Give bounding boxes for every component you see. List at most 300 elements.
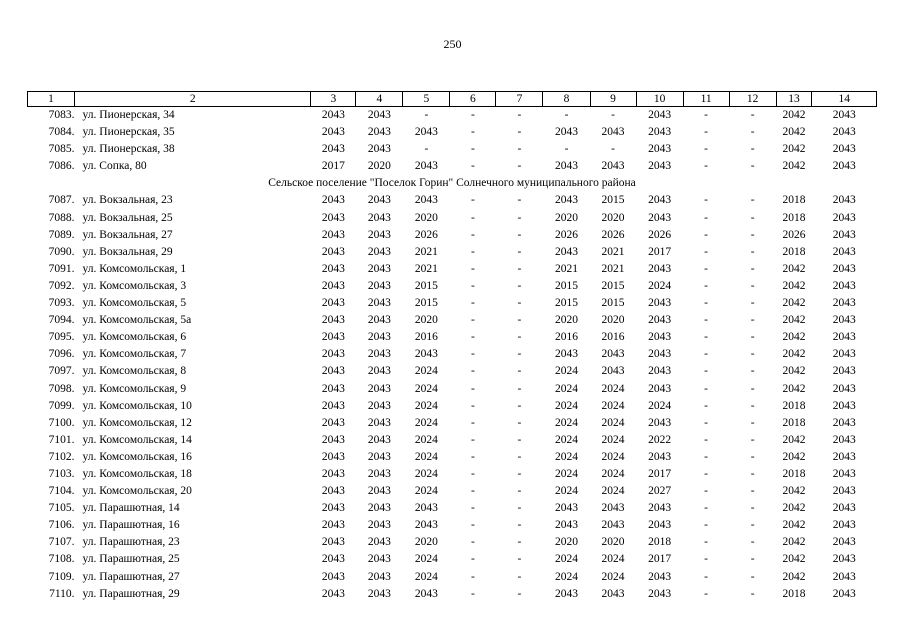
year-cell: 2017 — [648, 245, 672, 258]
year-cell: - — [517, 109, 522, 121]
year-cell: - — [517, 279, 522, 292]
year-cell: 2020 — [601, 536, 625, 549]
year-cell: - — [704, 297, 709, 310]
year-cell: - — [704, 228, 709, 241]
year-cell: 2024 — [414, 416, 438, 429]
year-cell: - — [517, 485, 522, 498]
year-cell: 2043 — [414, 160, 438, 173]
year-cell: - — [750, 587, 755, 600]
year-cell: 2043 — [555, 348, 578, 361]
year-cell: - — [471, 382, 475, 395]
year-cell: - — [704, 279, 709, 292]
year-cell: - — [471, 314, 475, 327]
year-cell: 2043 — [832, 553, 856, 566]
row-number: 7095. — [48, 331, 75, 344]
row-number: 7091. — [48, 262, 75, 275]
year-cell: - — [750, 297, 755, 310]
year-cell: 2043 — [414, 519, 438, 532]
year-cell: 2024 — [601, 570, 625, 583]
year-cell: 2043 — [648, 348, 672, 361]
year-cell: 2043 — [832, 485, 856, 498]
year-cell: - — [704, 502, 709, 515]
table-row — [28, 381, 877, 398]
year-cell: 2043 — [648, 382, 672, 395]
year-cell: 2020 — [414, 536, 438, 549]
year-cell: 2024 — [555, 467, 578, 480]
year-cell: - — [517, 297, 522, 310]
table-row — [28, 449, 877, 466]
year-cell: 2020 — [414, 314, 438, 327]
address-cell: ул. Пионерская, 35 — [82, 126, 175, 139]
year-cell: 2043 — [601, 126, 625, 139]
year-cell: 2024 — [648, 279, 672, 292]
row-number: 7096. — [48, 348, 75, 361]
year-cell: 2043 — [832, 570, 856, 583]
year-cell: - — [750, 536, 755, 549]
year-cell: - — [750, 450, 755, 463]
year-cell: 2026 — [648, 228, 672, 241]
year-cell: 2027 — [648, 485, 672, 498]
table-row — [28, 227, 877, 244]
year-cell: 2043 — [367, 416, 391, 429]
year-cell: - — [750, 331, 755, 344]
year-cell: 2043 — [367, 314, 391, 327]
year-cell: 2043 — [555, 502, 578, 515]
year-cell: 2043 — [648, 297, 672, 310]
year-cell: 2043 — [367, 365, 391, 378]
year-cell: 2042 — [782, 485, 806, 498]
year-cell: - — [471, 502, 475, 515]
column-header-10: 10 — [636, 92, 683, 107]
table-row — [28, 363, 877, 380]
row-number: 7094. — [48, 314, 75, 327]
year-cell: 2015 — [414, 297, 438, 310]
year-cell: 2021 — [414, 262, 438, 275]
year-cell: - — [471, 194, 475, 207]
header-row — [28, 92, 877, 107]
row-number: 7084. — [48, 126, 75, 139]
year-cell: - — [471, 587, 475, 600]
year-cell: 2043 — [648, 194, 672, 207]
address-cell: ул. Пионерская, 34 — [82, 109, 175, 121]
year-cell: 2024 — [414, 467, 438, 480]
year-cell: 2043 — [832, 587, 856, 600]
row-number: 7103. — [48, 467, 75, 480]
year-cell: 2043 — [832, 160, 856, 173]
year-cell: 2043 — [648, 160, 672, 173]
year-cell: 2043 — [555, 519, 578, 532]
year-cell: - — [704, 126, 709, 139]
year-cell: 2042 — [782, 365, 806, 378]
year-cell: 2043 — [832, 314, 856, 327]
table-row — [28, 141, 877, 158]
year-cell: 2043 — [367, 570, 391, 583]
year-cell: 2024 — [414, 485, 438, 498]
column-header-6: 6 — [450, 92, 496, 107]
year-cell: 2043 — [367, 536, 391, 549]
year-cell: 2042 — [782, 314, 806, 327]
table-row — [28, 261, 877, 278]
year-cell: - — [471, 416, 475, 429]
year-cell: 2043 — [367, 450, 391, 463]
year-cell: 2043 — [832, 143, 856, 156]
table-body — [28, 107, 877, 603]
year-cell: - — [471, 297, 475, 310]
column-header-9: 9 — [590, 92, 636, 107]
year-cell: - — [517, 519, 522, 532]
year-cell: - — [471, 109, 475, 121]
year-cell: - — [750, 416, 755, 429]
address-cell: ул. Комсомольская, 12 — [82, 416, 192, 429]
year-cell: 2042 — [782, 519, 806, 532]
table-row — [28, 278, 877, 295]
year-cell: 2043 — [321, 331, 345, 344]
address-cell: ул. Парашютная, 23 — [82, 536, 180, 549]
year-cell: 2018 — [782, 194, 806, 207]
year-cell: 2043 — [648, 314, 672, 327]
year-cell: 2043 — [832, 297, 856, 310]
year-cell: 2015 — [555, 279, 578, 292]
year-cell: 2018 — [782, 399, 806, 412]
table-row — [28, 466, 877, 483]
table-row — [28, 107, 877, 125]
table-row — [28, 295, 877, 312]
table-row — [28, 483, 877, 500]
year-cell: 2020 — [555, 536, 578, 549]
year-cell: - — [704, 348, 709, 361]
address-cell: ул. Комсомольская, 14 — [82, 433, 192, 446]
year-cell: 2015 — [601, 297, 625, 310]
year-cell: - — [704, 416, 709, 429]
row-number: 7085. — [48, 143, 75, 156]
year-cell: - — [704, 485, 709, 498]
year-cell: 2043 — [367, 433, 391, 446]
year-cell: - — [704, 194, 709, 207]
year-cell: - — [471, 279, 475, 292]
year-cell: - — [704, 519, 709, 532]
year-cell: - — [517, 416, 522, 429]
year-cell: 2043 — [321, 245, 345, 258]
year-cell: 2020 — [601, 211, 625, 224]
address-cell: ул. Комсомольская, 10 — [82, 399, 192, 412]
year-cell: - — [750, 109, 755, 121]
year-cell: - — [517, 126, 522, 139]
row-number: 7106. — [48, 519, 75, 532]
year-cell: - — [471, 262, 475, 275]
year-cell: 2043 — [648, 502, 672, 515]
year-cell: 2043 — [321, 399, 345, 412]
table-row — [28, 398, 877, 415]
year-cell: - — [517, 433, 522, 446]
year-cell: 2043 — [555, 587, 578, 600]
year-cell: 2021 — [555, 262, 578, 275]
year-cell: 2042 — [782, 570, 806, 583]
year-cell: - — [704, 450, 709, 463]
year-cell: 2043 — [321, 262, 345, 275]
year-cell: 2042 — [782, 279, 806, 292]
address-cell: ул. Комсомольская, 3 — [82, 279, 187, 292]
address-cell: ул. Пионерская, 38 — [82, 143, 175, 156]
year-cell: - — [471, 245, 475, 258]
year-cell: - — [424, 143, 429, 156]
year-cell: - — [517, 450, 522, 463]
year-cell: - — [611, 109, 615, 121]
row-number: 7089. — [48, 228, 75, 241]
year-cell: - — [750, 279, 755, 292]
column-header-4: 4 — [356, 92, 403, 107]
year-cell: 2024 — [555, 553, 578, 566]
year-cell: - — [517, 348, 522, 361]
year-cell: 2043 — [648, 365, 672, 378]
year-cell: 2043 — [321, 485, 345, 498]
year-cell: - — [750, 314, 755, 327]
year-cell: 2043 — [321, 126, 345, 139]
year-cell: - — [424, 109, 429, 121]
year-cell: - — [750, 485, 755, 498]
address-cell: ул. Комсомольская, 18 — [82, 467, 192, 480]
year-cell: - — [471, 467, 475, 480]
year-cell: 2042 — [782, 382, 806, 395]
row-number: 7104. — [48, 485, 75, 498]
year-cell: - — [517, 502, 522, 515]
year-cell: - — [517, 143, 522, 156]
address-cell: ул. Комсомольская, 16 — [82, 450, 192, 463]
table-row — [28, 346, 877, 363]
year-cell: - — [611, 143, 615, 156]
year-cell: - — [471, 365, 475, 378]
year-cell: - — [750, 365, 755, 378]
row-number: 7093. — [48, 297, 75, 310]
year-cell: 2024 — [414, 553, 438, 566]
year-cell: 2043 — [601, 587, 625, 600]
year-cell: 2043 — [367, 331, 391, 344]
year-cell: - — [471, 433, 475, 446]
table-row — [28, 517, 877, 534]
row-number: 7107. — [48, 536, 75, 549]
year-cell: - — [750, 143, 755, 156]
year-cell: - — [517, 228, 522, 241]
year-cell: 2021 — [601, 245, 625, 258]
table-row — [28, 534, 877, 551]
year-cell: 2020 — [555, 314, 578, 327]
column-header-2: 2 — [75, 92, 311, 107]
year-cell: 2043 — [367, 502, 391, 515]
year-cell: 2043 — [601, 348, 625, 361]
year-cell: - — [704, 211, 709, 224]
year-cell: 2043 — [367, 382, 391, 395]
year-cell: - — [517, 382, 522, 395]
year-cell: 2018 — [782, 467, 806, 480]
year-cell: 2024 — [555, 365, 578, 378]
year-cell: 2043 — [832, 399, 856, 412]
table-row — [28, 432, 877, 449]
row-number: 7110. — [49, 587, 75, 600]
section-title: Сельское поселение "Поселок Горин" Солнечного муниципального района — [268, 177, 636, 190]
year-cell: - — [517, 536, 522, 549]
address-cell: ул. Комсомольская, 1 — [82, 262, 187, 275]
row-number: 7102. — [48, 450, 75, 463]
year-cell: 2024 — [555, 382, 578, 395]
year-cell: 2043 — [832, 502, 856, 515]
year-cell: 2042 — [782, 331, 806, 344]
table-row — [28, 158, 877, 175]
address-cell: ул. Парашютная, 25 — [82, 553, 180, 566]
year-cell: - — [517, 399, 522, 412]
year-cell: - — [517, 570, 522, 583]
year-cell: - — [750, 433, 755, 446]
year-cell: - — [517, 467, 522, 480]
year-cell: 2024 — [601, 485, 625, 498]
year-cell: 2022 — [648, 433, 672, 446]
address-cell: ул. Комсомольская, 6 — [82, 331, 187, 344]
year-cell: 2043 — [367, 467, 391, 480]
year-cell: - — [750, 211, 755, 224]
year-cell: 2043 — [832, 126, 856, 139]
table-row — [28, 192, 877, 209]
year-cell: 2043 — [321, 433, 345, 446]
year-cell: - — [704, 143, 709, 156]
year-cell: - — [704, 160, 709, 173]
address-cell: ул. Парашютная, 27 — [82, 570, 180, 583]
table-row — [28, 551, 877, 568]
year-cell: - — [750, 553, 755, 566]
year-cell: 2024 — [601, 450, 625, 463]
year-cell: 2043 — [321, 467, 345, 480]
year-cell: - — [471, 143, 475, 156]
year-cell: 2020 — [414, 211, 438, 224]
year-cell: 2043 — [601, 519, 625, 532]
year-cell: 2024 — [414, 450, 438, 463]
address-cell: ул. Вокзальная, 23 — [82, 194, 173, 207]
year-cell: - — [471, 519, 475, 532]
year-cell: 2043 — [832, 211, 856, 224]
section-row — [28, 175, 877, 192]
column-header-13: 13 — [776, 92, 812, 107]
year-cell: 2043 — [648, 570, 672, 583]
year-cell: - — [704, 553, 709, 566]
year-cell: - — [750, 467, 755, 480]
column-header-5: 5 — [403, 92, 450, 107]
year-cell: - — [517, 314, 522, 327]
year-cell: 2042 — [782, 553, 806, 566]
year-cell: - — [471, 536, 475, 549]
year-cell: 2043 — [832, 228, 856, 241]
row-number: 7097. — [48, 365, 75, 378]
year-cell: - — [704, 399, 709, 412]
year-cell: 2042 — [782, 109, 806, 121]
year-cell: 2043 — [648, 126, 672, 139]
year-cell: - — [517, 262, 522, 275]
year-cell: 2043 — [367, 348, 391, 361]
year-cell: 2043 — [832, 450, 856, 463]
year-cell: - — [471, 160, 475, 173]
column-header-14: 14 — [812, 92, 877, 107]
year-cell: 2043 — [648, 109, 672, 121]
table-row — [28, 124, 877, 141]
year-cell: 2043 — [648, 587, 672, 600]
year-cell: 2015 — [601, 194, 625, 207]
year-cell: 2043 — [555, 126, 578, 139]
year-cell: 2043 — [832, 194, 856, 207]
year-cell: 2042 — [782, 143, 806, 156]
year-cell: 2043 — [367, 519, 391, 532]
year-cell: - — [517, 160, 522, 173]
year-cell: 2024 — [601, 553, 625, 566]
year-cell: 2024 — [601, 399, 625, 412]
year-cell: 2043 — [832, 382, 856, 395]
year-cell: 2043 — [555, 245, 578, 258]
year-cell: 2043 — [321, 211, 345, 224]
year-cell: 2043 — [832, 467, 856, 480]
year-cell: - — [471, 228, 475, 241]
year-cell: 2024 — [414, 433, 438, 446]
year-cell: 2018 — [782, 416, 806, 429]
year-cell: - — [750, 262, 755, 275]
year-cell: 2021 — [414, 245, 438, 258]
year-cell: - — [517, 331, 522, 344]
year-cell: 2024 — [601, 382, 625, 395]
year-cell: 2043 — [367, 485, 391, 498]
year-cell: - — [471, 485, 475, 498]
year-cell: - — [750, 570, 755, 583]
year-cell: 2043 — [321, 365, 345, 378]
year-cell: - — [471, 331, 475, 344]
year-cell: - — [517, 553, 522, 566]
year-cell: 2043 — [555, 194, 578, 207]
year-cell: 2043 — [648, 211, 672, 224]
year-cell: 2043 — [367, 126, 391, 139]
year-cell: - — [471, 399, 475, 412]
year-cell: 2043 — [367, 194, 391, 207]
year-cell: - — [471, 211, 475, 224]
address-cell: ул. Комсомольская, 9 — [82, 382, 187, 395]
table-row — [28, 500, 877, 517]
year-cell: 2042 — [782, 450, 806, 463]
year-cell: 2026 — [782, 228, 806, 241]
address-cell: ул. Комсомольская, 8 — [82, 365, 187, 378]
year-cell: 2024 — [414, 365, 438, 378]
address-cell: ул. Комсомольская, 5а — [82, 314, 192, 327]
year-cell: 2042 — [782, 126, 806, 139]
year-cell: 2043 — [648, 416, 672, 429]
year-cell: 2043 — [832, 519, 856, 532]
year-cell: - — [750, 228, 755, 241]
year-cell: 2043 — [601, 365, 625, 378]
year-cell: 2024 — [414, 570, 438, 583]
year-cell: 2043 — [367, 228, 391, 241]
year-cell: 2043 — [321, 536, 345, 549]
row-number: 7100. — [48, 416, 75, 429]
year-cell: - — [750, 399, 755, 412]
address-cell: ул. Парашютная, 16 — [82, 519, 180, 532]
year-cell: 2020 — [601, 314, 625, 327]
year-cell: - — [750, 194, 755, 207]
year-cell: 2043 — [321, 143, 345, 156]
column-header-3: 3 — [311, 92, 356, 107]
year-cell: - — [517, 211, 522, 224]
year-cell: - — [517, 365, 522, 378]
year-cell: - — [704, 467, 709, 480]
year-cell: - — [704, 382, 709, 395]
column-header-11: 11 — [683, 92, 729, 107]
row-number: 7108. — [48, 553, 75, 566]
row-number: 7099. — [48, 399, 75, 412]
year-cell: 2042 — [782, 262, 806, 275]
year-cell: 2043 — [321, 314, 345, 327]
column-header-7: 7 — [496, 92, 543, 107]
year-cell: - — [471, 553, 475, 566]
year-cell: - — [471, 348, 475, 361]
